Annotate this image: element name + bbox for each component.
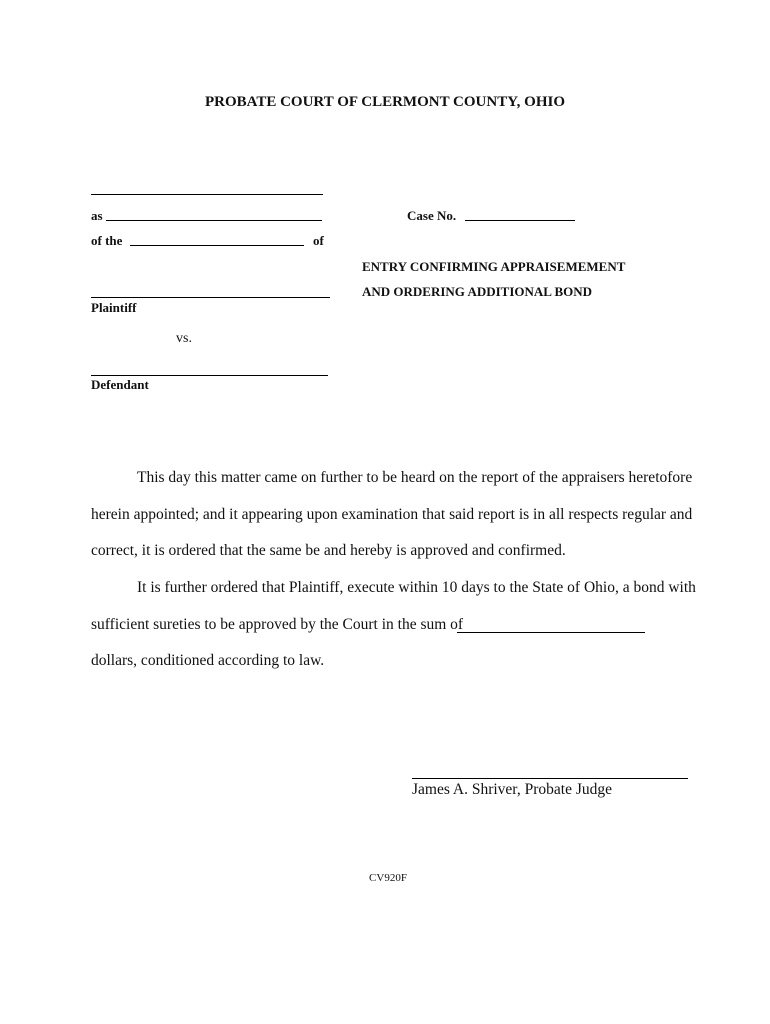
entry-title-line2: AND ORDERING ADDITIONAL BOND xyxy=(362,284,593,299)
of-the-label: of the xyxy=(91,233,123,248)
paragraph1-line3: correct, it is ordered that the same be and hereby is approved and confirmed. xyxy=(91,542,566,559)
case-no-label: Case No. xyxy=(407,208,457,223)
paragraph2-line3: dollars, conditioned according to law. xyxy=(91,652,325,669)
as-label: as xyxy=(91,208,103,223)
paragraph1-line2: herein appointed; and it appearing upon examination that said report is in all respects regular and xyxy=(91,506,693,523)
defendant-name-blank[interactable] xyxy=(91,361,328,376)
plaintiff-name-blank[interactable] xyxy=(91,283,330,298)
vs-label: vs. xyxy=(176,331,192,346)
judge-name: James A. Shriver, Probate Judge xyxy=(412,781,612,798)
plaintiff-label: Plaintiff xyxy=(91,300,137,315)
as-blank[interactable] xyxy=(106,206,322,221)
estate-name-blank[interactable] xyxy=(91,180,323,195)
paragraph1-line1: This day this matter came on further to be heard on the report of the appraisers heretofore xyxy=(137,469,693,486)
of-the-blank[interactable] xyxy=(130,231,304,246)
paragraph2-line2: sufficient sureties to be approved by the Court in the sum of xyxy=(91,616,464,633)
paragraph2-line1: It is further ordered that Plaintiff, execute within 10 days to the State of Ohio, a bond with xyxy=(137,579,696,596)
form-code: CV920F xyxy=(369,872,407,884)
of-label: of xyxy=(313,233,324,248)
judge-signature-line[interactable] xyxy=(412,764,688,779)
defendant-label: Defendant xyxy=(91,377,149,392)
court-title: PROBATE COURT OF CLERMONT COUNTY, OHIO xyxy=(204,94,566,110)
case-no-blank[interactable] xyxy=(465,206,575,221)
entry-title-line1: ENTRY CONFIRMING APPRAISEMEMENT xyxy=(362,259,626,274)
bond-amount-blank[interactable] xyxy=(457,618,645,633)
